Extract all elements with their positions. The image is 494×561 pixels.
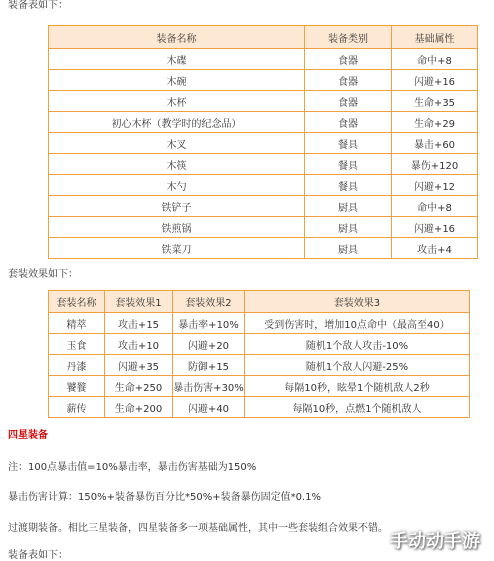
set-table-cell: 防御+15 bbox=[173, 355, 245, 376]
note-crit-rate: 注：100点暴击值=10%暴击率，暴击伤害基础为150% bbox=[8, 462, 257, 473]
equip-table-cell: 闪避+12 bbox=[392, 175, 478, 196]
equip-table-cell: 闪避+16 bbox=[392, 70, 478, 91]
equip-table-row bbox=[49, 49, 478, 70]
section-title: 四星装备 bbox=[8, 430, 48, 441]
equip-table-cell: 木杯 bbox=[49, 91, 305, 112]
equip-table-cell: 食器 bbox=[305, 91, 392, 112]
equip-table-cell: 厨具 bbox=[305, 196, 392, 217]
set-table-cell: 闪避+40 bbox=[173, 397, 245, 418]
equip-table-cell: 暴伤+120 bbox=[392, 154, 478, 175]
equip-table-cell: 食器 bbox=[305, 70, 392, 91]
set-table-row bbox=[49, 355, 470, 376]
equip-table-header-cell: 基础属性 bbox=[392, 26, 478, 49]
equip-table-cell: 闪避+16 bbox=[392, 217, 478, 238]
set-table-cell: 随机1个敌人闪避-25% bbox=[245, 355, 470, 376]
watermark-logo: 手动动手游 bbox=[390, 531, 480, 552]
equip-table-cell: 暴击+60 bbox=[392, 133, 478, 154]
set-table-cell: 闪避+20 bbox=[173, 334, 245, 355]
set-table-header-cell: 套装名称 bbox=[49, 291, 105, 313]
equip-table-cell: 食器 bbox=[305, 49, 392, 70]
set-table-cell: 每隔10秒，点燃1个随机敌人 bbox=[245, 397, 470, 418]
equip-table-cell: 生命+35 bbox=[392, 91, 478, 112]
equip-table-cell: 初心木杯（教学时的纪念品） bbox=[49, 112, 305, 133]
set-table bbox=[48, 290, 470, 418]
equip-table-cell: 铁菜刀 bbox=[49, 238, 305, 259]
equip-table-cell: 木叉 bbox=[49, 133, 305, 154]
equip-table-cell: 木勺 bbox=[49, 175, 305, 196]
set-table-cell: 每隔10秒，眩晕1个随机敌人2秒 bbox=[245, 376, 470, 397]
set-table-cell: 攻击+15 bbox=[105, 313, 173, 334]
set-table-cell: 随机1个敌人攻击-10% bbox=[245, 334, 470, 355]
note-transition: 过渡期装备。相比三星装备，四星装备多一项基础属性，其中一些套装组合效果不错。 bbox=[8, 523, 388, 534]
equip-table-cell: 木碗 bbox=[49, 70, 305, 91]
equip-table-cell: 餐具 bbox=[305, 175, 392, 196]
set-table-header-cell: 套装效果1 bbox=[105, 291, 173, 313]
equip-table-cell: 铁煎锅 bbox=[49, 217, 305, 238]
equip-table-row bbox=[49, 154, 478, 175]
equip-table-cell: 食器 bbox=[305, 112, 392, 133]
equip-table-row bbox=[49, 70, 478, 91]
set-table-row bbox=[49, 313, 470, 334]
equip-table-cell: 命中+8 bbox=[392, 196, 478, 217]
set-table-cell: 饕餮 bbox=[49, 376, 105, 397]
set-table-cell: 闪避+35 bbox=[105, 355, 173, 376]
note-crit-damage: 暴击伤害计算：150%+装备暴伤百分比*50%+装备暴伤固定值*0.1% bbox=[8, 492, 321, 503]
equip-heading: 装备表如下： bbox=[8, 0, 68, 11]
equip-table-cell: 厨具 bbox=[305, 217, 392, 238]
equip-table-cell: 木碟 bbox=[49, 49, 305, 70]
equip-table-cell: 木筷 bbox=[49, 154, 305, 175]
equip-table-cell: 攻击+4 bbox=[392, 238, 478, 259]
equip-table-header-cell: 装备名称 bbox=[49, 26, 305, 49]
equip-table-row bbox=[49, 133, 478, 154]
set-table-header-cell: 套装效果2 bbox=[173, 291, 245, 313]
equip-table-cell: 厨具 bbox=[305, 238, 392, 259]
equip-table-row bbox=[49, 175, 478, 196]
equip-table-cell: 命中+8 bbox=[392, 49, 478, 70]
equip-table bbox=[48, 25, 478, 259]
equip-table-row bbox=[49, 238, 478, 259]
set-table-row bbox=[49, 376, 470, 397]
set-table-row bbox=[49, 397, 470, 418]
set-table-cell: 暴击率+10% bbox=[173, 313, 245, 334]
equip-table-row bbox=[49, 196, 478, 217]
set-table-cell: 精萃 bbox=[49, 313, 105, 334]
set-table-cell: 暴击伤害+30% bbox=[173, 376, 245, 397]
set-table-row bbox=[49, 334, 470, 355]
equip-table-row bbox=[49, 91, 478, 112]
equip-table-row bbox=[49, 217, 478, 238]
equip-table-cell: 餐具 bbox=[305, 154, 392, 175]
equip-table-cell: 铁铲子 bbox=[49, 196, 305, 217]
set-table-header bbox=[49, 291, 470, 313]
equip-table-cell: 生命+29 bbox=[392, 112, 478, 133]
equip-table-header bbox=[49, 26, 478, 49]
set-table-cell: 攻击+10 bbox=[105, 334, 173, 355]
equip-table-row bbox=[49, 112, 478, 133]
set-table-cell: 生命+200 bbox=[105, 397, 173, 418]
set-table-cell: 丹漆 bbox=[49, 355, 105, 376]
set-table-header-cell: 套装效果3 bbox=[245, 291, 470, 313]
set-table-cell: 玉食 bbox=[49, 334, 105, 355]
set-table-cell: 生命+250 bbox=[105, 376, 173, 397]
equip-table-header-cell: 装备类别 bbox=[305, 26, 392, 49]
set-table-cell: 薪传 bbox=[49, 397, 105, 418]
equip-heading-2: 装备表如下： bbox=[8, 550, 68, 561]
equip-table-cell: 餐具 bbox=[305, 133, 392, 154]
set-table-cell: 受到伤害时，增加10点命中（最高至40） bbox=[245, 313, 470, 334]
set-heading: 套装效果如下： bbox=[8, 269, 78, 280]
